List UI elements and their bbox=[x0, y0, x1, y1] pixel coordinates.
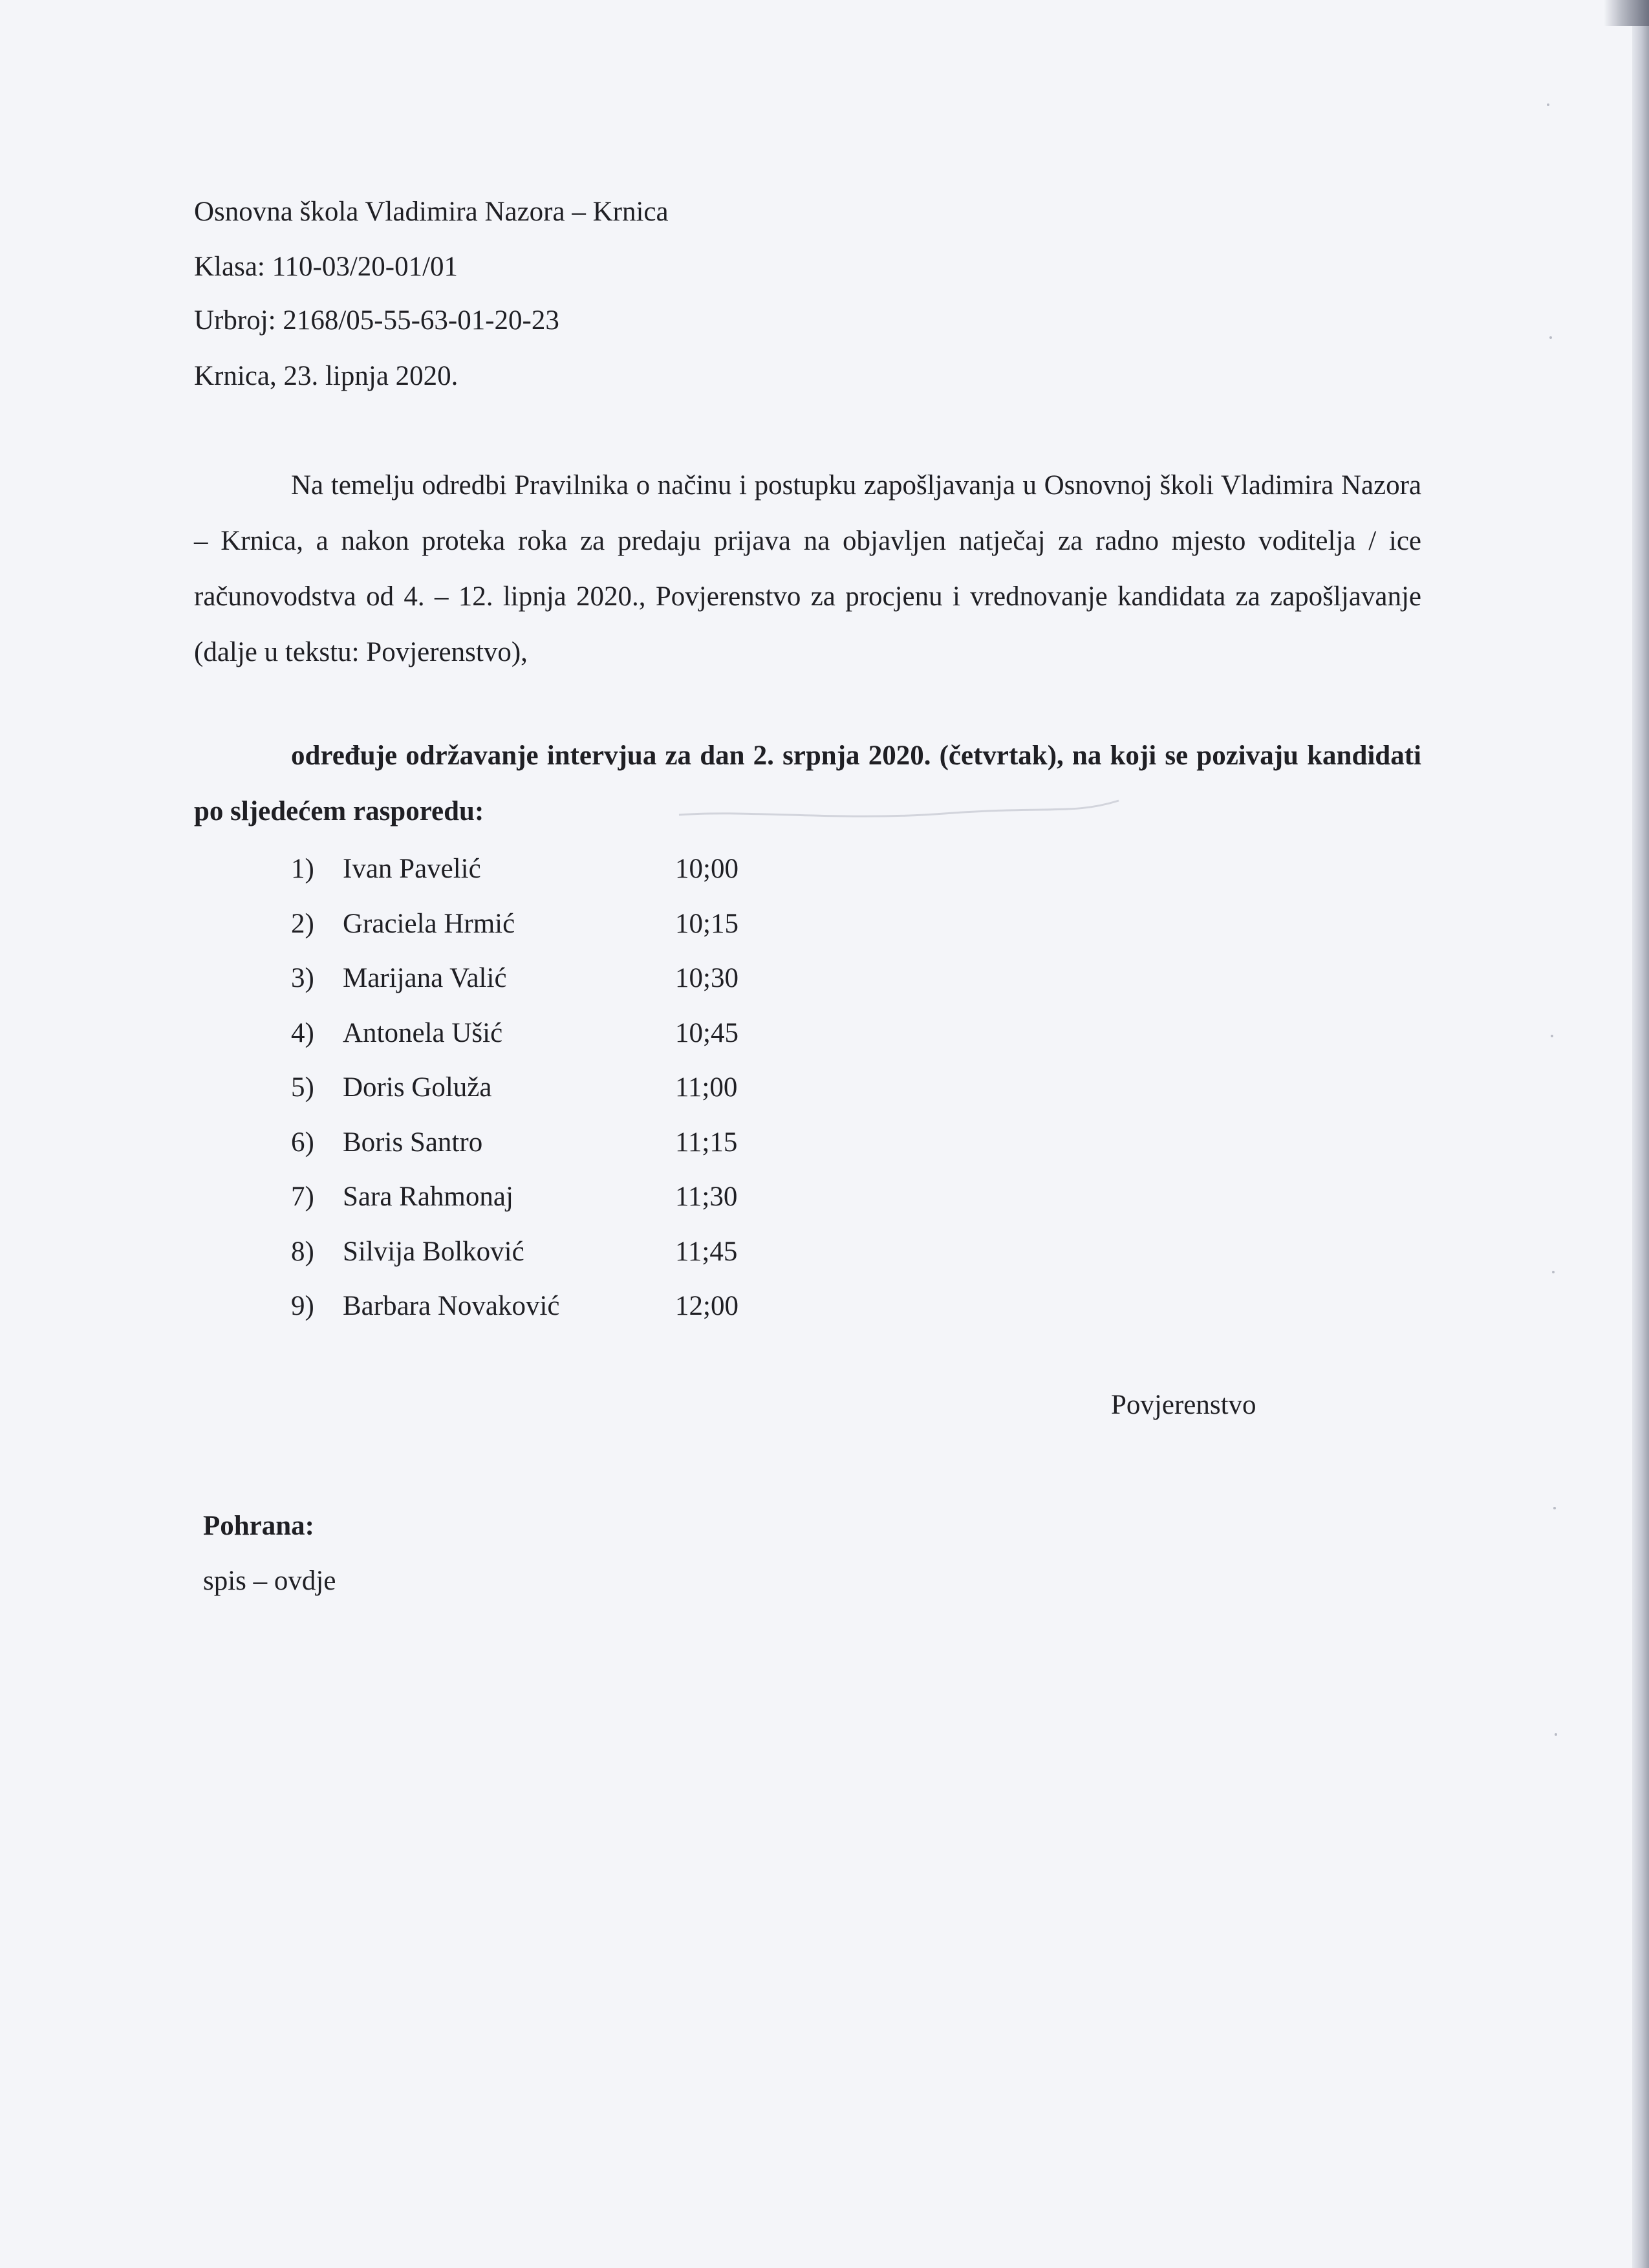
scan-speck bbox=[1549, 336, 1552, 339]
candidate-name: Doris Goluža bbox=[343, 1072, 492, 1103]
row-number: 2) bbox=[291, 908, 314, 939]
decision-paragraph: određuje održavanje intervjua za dan 2. srpnja 2020. (četvrtak), na koji se pozivaju kandidati po sljedećem rasporedu: bbox=[194, 740, 1421, 826]
interview-time: 10;00 bbox=[675, 854, 738, 884]
schedule-row bbox=[291, 850, 776, 905]
candidate-name: Sara Rahmonaj bbox=[343, 1182, 513, 1212]
scan-corner-shadow bbox=[1604, 0, 1649, 26]
interview-time: 10;30 bbox=[675, 963, 738, 993]
scan-edge bbox=[1632, 0, 1649, 2268]
row-number: 4) bbox=[291, 1017, 314, 1048]
candidate-name: Barbara Novaković bbox=[343, 1291, 560, 1321]
interview-schedule bbox=[291, 850, 776, 1342]
place-date-line: Krnica, 23. lipnja 2020. bbox=[194, 361, 458, 391]
scan-speck bbox=[1553, 1507, 1556, 1509]
candidate-name: Graciela Hrmić bbox=[343, 908, 515, 939]
schedule-row bbox=[291, 1233, 776, 1288]
row-number: 7) bbox=[291, 1182, 314, 1212]
scan-speck bbox=[1547, 103, 1549, 106]
schedule-row bbox=[291, 1178, 776, 1233]
school-name: Osnovna škola Vladimira Nazora – Krnica bbox=[194, 197, 669, 227]
interview-time: 10;15 bbox=[675, 908, 738, 939]
interview-time: 12;00 bbox=[675, 1291, 738, 1321]
faint-pencil-mark bbox=[673, 795, 1125, 834]
interview-time: 11;00 bbox=[675, 1072, 738, 1103]
interview-time: 11;15 bbox=[675, 1127, 738, 1158]
candidate-name: Silvija Bolković bbox=[343, 1236, 524, 1267]
candidate-name: Marijana Valić bbox=[343, 963, 507, 993]
scan-speck bbox=[1555, 1733, 1557, 1736]
interview-time: 11;45 bbox=[675, 1236, 738, 1267]
interview-time: 11;30 bbox=[675, 1182, 738, 1212]
row-number: 8) bbox=[291, 1236, 314, 1267]
urbroj-line: Urbroj: 2168/05-55-63-01-20-23 bbox=[194, 305, 559, 336]
scan-speck bbox=[1552, 1271, 1555, 1273]
row-number: 9) bbox=[291, 1291, 314, 1321]
storage-heading: Pohrana: bbox=[203, 1511, 314, 1541]
klasa-line: Klasa: 110-03/20-01/01 bbox=[194, 252, 458, 282]
scan-speck bbox=[1551, 1035, 1553, 1037]
candidate-name: Ivan Pavelić bbox=[343, 854, 481, 884]
schedule-row bbox=[291, 1014, 776, 1069]
schedule-row bbox=[291, 959, 776, 1014]
row-number: 3) bbox=[291, 963, 314, 993]
schedule-row bbox=[291, 1287, 776, 1342]
schedule-row bbox=[291, 905, 776, 960]
storage-text: spis – ovdje bbox=[203, 1566, 336, 1596]
signature-committee: Povjerenstvo bbox=[1111, 1390, 1256, 1420]
row-number: 1) bbox=[291, 854, 314, 884]
schedule-row bbox=[291, 1123, 776, 1178]
candidate-name: Antonela Ušić bbox=[343, 1017, 503, 1048]
row-number: 6) bbox=[291, 1127, 314, 1158]
candidate-name: Boris Santro bbox=[343, 1127, 483, 1158]
interview-time: 10;45 bbox=[675, 1017, 738, 1048]
intro-paragraph: Na temelju odredbi Pravilnika o načinu i postupku zapošljavanja u Osnovnoj školi Vladimira Nazora – Krnica, a nakon proteka roka za predaju prijava na objavljen natječaj za radno mjesto voditelja / ice računovodstva od 4. – 12. lipnja 2020., Povjerenstvo za procjenu i vrednovanje kandidata za zapošljavanje (dalje u tekstu: Povjerenstvo), bbox=[194, 470, 1421, 667]
row-number: 5) bbox=[291, 1072, 314, 1103]
schedule-row bbox=[291, 1068, 776, 1123]
